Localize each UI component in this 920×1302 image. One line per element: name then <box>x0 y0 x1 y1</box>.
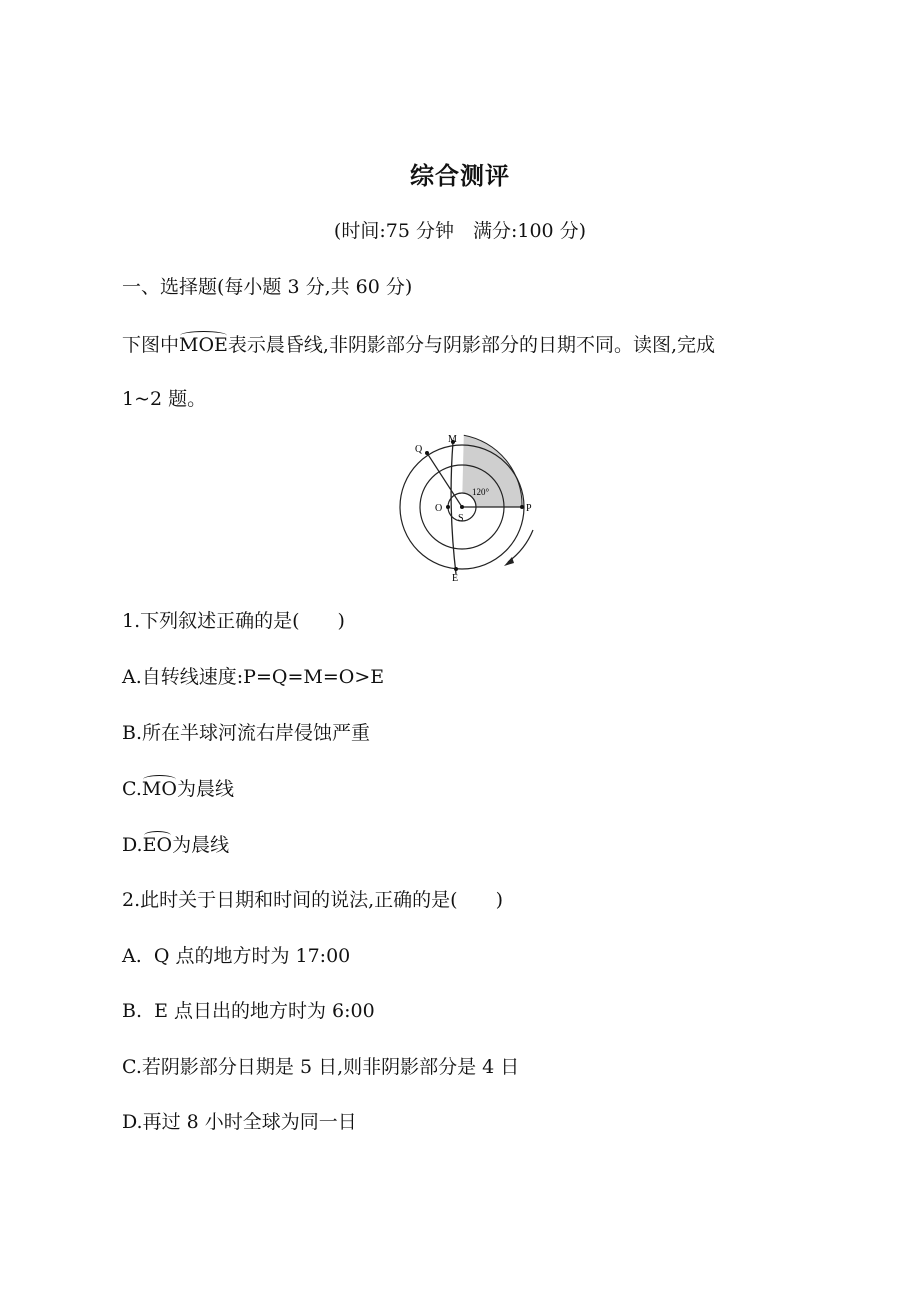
line-qs <box>427 453 462 507</box>
rotation-arrow <box>508 530 533 562</box>
point-e <box>454 567 458 571</box>
q1-option-c-prefix: C. <box>122 778 142 800</box>
point-o <box>446 505 450 509</box>
q1-option-a <box>122 662 384 689</box>
arc-eo: EO <box>142 834 173 856</box>
q1-option-b-text: B.所在半球河流右岸侵蚀严重 <box>122 722 371 744</box>
exam-meta: (时间:75 分钟 满分:100 分) <box>333 220 587 242</box>
section-heading: 一、选择题(每小题 3 分,共 60 分) <box>122 276 413 298</box>
q1-option-c-text: 为晨线 <box>176 778 234 800</box>
label-s: S <box>458 513 464 524</box>
q2-option-d: D.再过 8 小时全球为同一日 <box>122 1111 357 1133</box>
intro-pre: 下图中 <box>122 334 180 356</box>
intro-post: 表示晨昏线,非阴影部分与阴影部分的日期不同。读图,完成 <box>227 334 716 356</box>
q1-option-d <box>122 830 229 857</box>
q1-option-c <box>122 774 234 801</box>
q2-option-c: C.若阴影部分日期是 5 日,则非阴影部分是 4 日 <box>122 1056 520 1078</box>
label-angle: 120° <box>472 487 490 497</box>
label-q: Q <box>415 444 423 455</box>
polar-diagram <box>390 432 545 584</box>
intro-text-line2: 1~2 题。 <box>122 388 207 410</box>
q1-option-d-text: 为晨线 <box>172 834 230 856</box>
q1-option-d-prefix: D. <box>122 834 143 856</box>
arc-moe: MOE <box>179 334 228 356</box>
point-s <box>460 505 464 509</box>
q2-option-b: B. E 点日出的地方时为 6:00 <box>122 1000 375 1022</box>
intro-text-line1 <box>122 330 715 357</box>
q1-option-b <box>122 718 370 745</box>
label-m: M <box>448 434 457 445</box>
point-q <box>425 451 429 455</box>
point-p <box>520 505 524 509</box>
question-1-stem: 1.下列叙述正确的是( ) <box>122 610 345 632</box>
label-p: P <box>526 503 532 514</box>
arc-mo: MO <box>141 778 177 800</box>
page-title: 综合测评 <box>410 162 510 190</box>
question-2-stem: 2.此时关于日期和时间的说法,正确的是( ) <box>122 889 503 911</box>
label-o: O <box>435 503 443 514</box>
label-e: E <box>452 573 459 584</box>
q1-option-a-text: A.自转线速度:P=Q=M=O>E <box>122 666 385 688</box>
q2-option-a: A. Q 点的地方时为 17:00 <box>122 945 351 967</box>
